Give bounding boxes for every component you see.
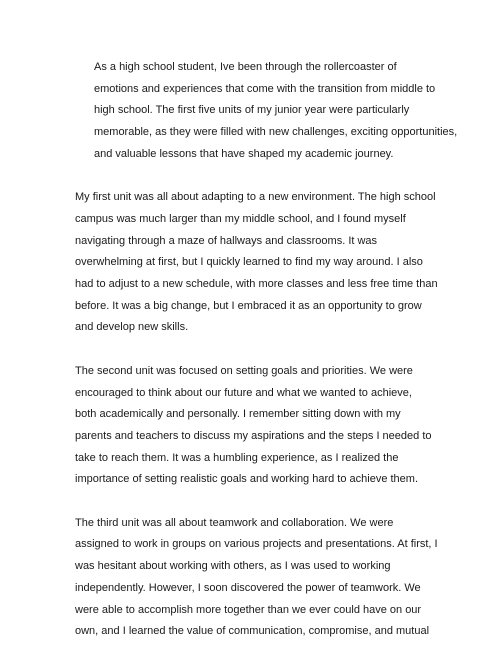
paragraph-line: The third unit was all about teamwork and collaboration. We were bbox=[75, 516, 394, 529]
paragraph-line: encouraged to think about our future and what we wanted to achieve, bbox=[75, 386, 412, 399]
paragraph-line: parents and teachers to discuss my aspirations and the steps I needed to bbox=[75, 429, 432, 442]
paragraph-line: both academically and personally. I remember sitting down with my bbox=[75, 408, 401, 421]
paragraph-line: importance of setting realistic goals and working hard to achieve them. bbox=[75, 473, 419, 486]
paragraph-line: and develop new skills. bbox=[75, 321, 189, 334]
paragraph-line: assigned to work in groups on various projects and presentations. At first, I bbox=[75, 538, 438, 551]
paragraph-line: campus was much larger than my middle school, and I found myself bbox=[75, 212, 406, 225]
paragraph-line: before. It was a big change, but I embraced it as an opportunity to grow bbox=[75, 299, 422, 312]
paragraph-line: high school. The first five units of my junior year were particularly bbox=[94, 104, 410, 117]
paragraph-line: was hesitant about working with others, as I was used to working bbox=[75, 560, 391, 573]
paragraph-line: had to adjust to a new schedule, with more classes and less free time than bbox=[75, 278, 438, 291]
paragraph-3 bbox=[75, 361, 493, 491]
paragraph-line: emotions and experiences that come with the transition from middle to bbox=[94, 82, 436, 95]
paragraph-line: My first unit was all about adapting to a new environment. The high school bbox=[75, 191, 436, 204]
paragraph-line: The second unit was focused on setting goals and priorities. We were bbox=[75, 364, 413, 377]
paragraph-line: navigating through a maze of hallways and classrooms. It was bbox=[75, 234, 378, 247]
paragraph-line: and valuable lessons that have shaped my academic journey. bbox=[94, 147, 394, 160]
paragraph-line: overwhelming at first, but I quickly learned to find my way around. I also bbox=[75, 256, 423, 269]
paragraph-line: memorable, as they were filled with new challenges, exciting opportunities, bbox=[94, 126, 458, 139]
paragraph-line: As a high school student, Ive been through the rollercoaster of bbox=[94, 61, 397, 73]
essay-body bbox=[75, 57, 493, 649]
paragraph-line: own, and I learned the value of communication, compromise, and mutual bbox=[75, 625, 430, 638]
paragraph-line: independently. However, I soon discovered the power of teamwork. We bbox=[75, 581, 421, 594]
paragraph-1 bbox=[75, 57, 493, 166]
paragraph-line: were able to accomplish more together than we ever could have on our bbox=[75, 603, 422, 616]
paragraph-4 bbox=[75, 513, 493, 643]
paragraph-2 bbox=[75, 187, 493, 339]
paragraph-line: take to reach them. It was a humbling experience, as I realized the bbox=[75, 451, 399, 464]
